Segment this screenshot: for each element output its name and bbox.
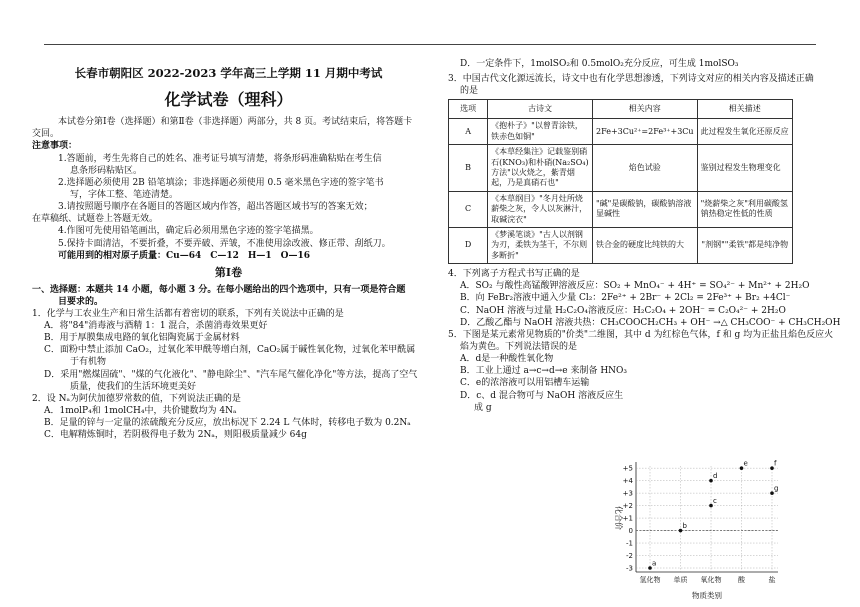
table-cell-poem: 《抱朴子》"以曾青涂铁，铁赤色如铜" bbox=[488, 119, 593, 145]
table-cell-option: B bbox=[449, 145, 488, 192]
table-row bbox=[449, 119, 793, 145]
atomic-masses: 可能用到的相对原子质量：Cu—64 C—12 H—1 O—16 bbox=[58, 250, 311, 261]
table-cell-content: 铁合金的硬度比纯铁的大 bbox=[593, 227, 698, 263]
q1-stem: 1．化学与工农业生产和日常生活都有着密切的联系，下列有关说法中正确的是 bbox=[32, 308, 344, 319]
table-cell-option: D bbox=[449, 227, 488, 263]
point-label: a bbox=[652, 559, 657, 568]
table-cell-content: "碱"是碳酸钠，碳酸钠溶液显碱性 bbox=[593, 191, 698, 227]
q1-option-c-cont: 于有机物 bbox=[70, 357, 107, 368]
q3-table bbox=[448, 99, 793, 264]
point-label: c bbox=[713, 497, 717, 506]
q4-stem: 4．下列离子方程式书写正确的是 bbox=[448, 269, 580, 280]
table-cell-poem: 《本草纲目》"冬月灶所烧薪柴之灰，令人以灰淋汁，取碱浣衣" bbox=[488, 191, 593, 227]
q4-option-c: C．NaOH 溶液与过量 H₂C₂O₄溶液反应：H₂C₂O₄ + 2OH⁻ = C₂O₄²⁻ + 2H₂O bbox=[460, 305, 786, 316]
y-tick-label: 0 bbox=[628, 527, 633, 536]
intro-line: 交回。 bbox=[32, 129, 60, 140]
note-item: 息条形码粘贴区。 bbox=[70, 165, 143, 176]
q4-option-d: D．乙酸乙酯与 NaOH 溶液共热：CH₃COOCH₂CH₃ + OH⁻ →△ CH₃COO⁻ + CH₃CH₂OH bbox=[460, 317, 841, 328]
table-cell-content: 2Fe+3Cu²⁺=2Fe³⁺+3Cu bbox=[593, 119, 698, 145]
q5-option-b: B．工业上通过 a→c→d→e 来制备 HNO₃ bbox=[460, 366, 628, 377]
x-tick-label: 盐 bbox=[768, 576, 776, 584]
y-tick-label: -3 bbox=[626, 564, 633, 573]
y-tick-label: +2 bbox=[622, 502, 633, 511]
note-item: 4.作图可先使用铅笔画出，确定后必须用黑色字迹的签字笔描黑。 bbox=[58, 226, 319, 237]
y-axis-label: 化合价 bbox=[614, 506, 623, 530]
q5-option-a: A．d是一种酸性氧化物 bbox=[460, 354, 554, 365]
table-cell-desc: "剂钢""柔铁"都是纯净物 bbox=[697, 227, 792, 263]
exam-title: 长春市朝阳区 2022-2023 学年高三上学期 11 月期中考试 bbox=[74, 66, 383, 80]
q2-option-a: A．1molP₄和 1molCH₄中，共价键数均为 4Nₐ bbox=[44, 406, 237, 417]
note-item: 写，字体工整、笔迹清楚。 bbox=[70, 189, 179, 200]
part1-instructions: 一、选择题：本题共 14 小题，每小题 3 分。在每小题给出的四个选项中，只有一项是符合题 bbox=[32, 284, 406, 295]
table-cell-poem: 《梦溪笔谈》"古人以剂钢为刃，柔铁为茎干，不尔则多断折" bbox=[488, 227, 593, 263]
note-item: 2.选择题必须使用 2B 铅笔填涂；非选择题必须使用 0.5 毫米黑色字迹的签字笔书 bbox=[58, 177, 384, 188]
table-header: 古诗文 bbox=[488, 100, 593, 119]
q3-stem-cont: 的是 bbox=[460, 86, 479, 97]
point-label: d bbox=[713, 472, 718, 481]
table-cell-desc: 此过程发生氧化还原反应 bbox=[697, 119, 792, 145]
note-item: 5.保持卡面清洁，不要折叠，不要弄破、弄皱，不准使用涂改液、修正带、刮纸刀。 bbox=[58, 238, 391, 249]
q5-stem: 5．下图是某元素常见物质的"价类"二维图，其中 d 为红棕色气体，f 和 g 均为正盐且焰色反应火 bbox=[448, 329, 834, 340]
x-axis-label: 物质类别 bbox=[692, 591, 722, 600]
table-cell-desc: 鉴别过程发生物理变化 bbox=[697, 145, 792, 192]
table-cell-content: 焰色试验 bbox=[593, 145, 698, 192]
note-item: 1.答题前，考生先将自己的姓名、准考证号填写清楚，将条形码准确粘贴在考生信 bbox=[58, 153, 382, 164]
y-tick-label: +1 bbox=[622, 514, 633, 523]
valence-class-chart bbox=[606, 460, 784, 604]
q1-option-c: C．面粉中禁止添加 CaO₂，过氧化苯甲酰等增白剂，CaO₂属于碱性氧化物，过氧化苯甲酰属 bbox=[44, 345, 416, 356]
table-cell-option: A bbox=[449, 119, 488, 145]
y-tick-label: -2 bbox=[626, 552, 633, 561]
left-column bbox=[32, 58, 425, 441]
q4-option-a: A．SO₂ 与酸性高锰酸钾溶液反应：SO₂ + MnO₄⁻ + 4H⁺ = SO₄²⁻ + Mn²⁺ + 2H₂O bbox=[460, 281, 810, 292]
y-tick-label: +4 bbox=[622, 477, 633, 486]
table-cell-option: C bbox=[449, 191, 488, 227]
q5-option-d-cont: 成 g bbox=[474, 402, 492, 413]
y-tick-label: +3 bbox=[622, 489, 633, 498]
table-row bbox=[449, 191, 793, 227]
table-cell-poem: 《本草经集注》记载鉴别硝石(KNO₃)和朴硝(Na₂SO₄)方法"以火烧之，紫青烟起，乃是真硝石也" bbox=[488, 145, 593, 192]
q5-option-d: D．c、d 混合物可与 NaOH 溶液反应生 bbox=[460, 390, 624, 401]
table-cell-desc: "烧薪柴之灰"利用碳酸氢钠热稳定性低的性质 bbox=[697, 191, 792, 227]
q5-stem-cont: 焰为黄色。下列说法错误的是 bbox=[460, 341, 578, 352]
header-rule bbox=[44, 44, 816, 45]
q2-stem: 2．设 Nₐ为阿伏加德罗常数的值，下列说法正确的是 bbox=[32, 393, 241, 404]
x-tick-label: 氢化物 bbox=[639, 576, 661, 584]
q1-option-a: A．将"84"消毒液与酒精 1：1 混合，杀菌消毒效果更好 bbox=[44, 321, 268, 332]
q2-option-c: C．电解精炼铜时，若阴极得电子数为 2Nₐ，则阳极质量减少 64g bbox=[44, 430, 307, 441]
q5-option-c: C．e的浓溶液可以用铝槽车运输 bbox=[460, 378, 590, 389]
subject-title: 化学试卷（理科） bbox=[164, 89, 293, 109]
part1-title: 第Ⅰ卷 bbox=[214, 265, 243, 279]
intro-line: 本试卷分第Ⅰ卷（选择题）和第Ⅱ卷（非选择题）两部分，共 8 页。考试结束后，将答题卡 bbox=[58, 117, 413, 128]
q4-option-b: B．向 FeBr₂溶液中通入少量 Cl₂：2Fe²⁺ + 2Br⁻ + 2Cl₂ = 2Fe³⁺ + Br₂ +4Cl⁻ bbox=[460, 293, 791, 304]
x-tick-label: 酸 bbox=[738, 576, 745, 584]
q1-option-d: D．采用"燃煤固硫"、"煤的气化液化"、"静电除尘"、"汽车尾气催化净化"等方法，提高了空气 bbox=[44, 369, 418, 380]
right-column bbox=[448, 58, 841, 414]
table-row bbox=[449, 227, 793, 263]
table-header: 相关内容 bbox=[593, 100, 698, 119]
table-row bbox=[449, 145, 793, 192]
q1-option-b: B．用于厚膜集成电路的氧化铝陶瓷属于金属材料 bbox=[44, 333, 240, 344]
table-header: 相关描述 bbox=[697, 100, 792, 119]
q1-option-d-cont: 质量，使我们的生活环境更美好 bbox=[70, 381, 197, 392]
table-header: 选项 bbox=[449, 100, 488, 119]
point-label: f bbox=[774, 460, 777, 468]
notes-heading: 注意事项： bbox=[32, 141, 78, 152]
y-tick-label: +5 bbox=[622, 464, 633, 473]
x-tick-label: 氧化物 bbox=[700, 576, 722, 584]
q2-option-d: D．一定条件下，1molSO₂和 0.5molO₂充分反应，可生成 1molSO₃ bbox=[460, 59, 739, 69]
note-item: 3.请按照题号顺序在各题目的答题区域内作答，超出答题区域书写的答案无效； bbox=[58, 202, 373, 213]
point-label: b bbox=[682, 522, 687, 531]
point-label: e bbox=[743, 460, 748, 468]
q2-option-b: B．足量的锌与一定量的浓硫酸充分反应，放出标况下 2.24 L 气体时，转移电子数为 0.2Nₐ bbox=[44, 418, 411, 429]
y-tick-label: -1 bbox=[626, 539, 633, 548]
q3-stem: 3．中国古代文化源远流长，诗文中也有化学思想渗透，下列诗文对应的相关内容及描述正确 bbox=[448, 74, 814, 85]
note-item: 在草稿纸、试题卷上答题无效。 bbox=[32, 214, 159, 225]
point-label: g bbox=[774, 484, 779, 493]
table-header-row bbox=[449, 100, 793, 119]
x-tick-label: 单质 bbox=[673, 576, 688, 584]
part1-instructions: 目要求的。 bbox=[58, 296, 104, 307]
